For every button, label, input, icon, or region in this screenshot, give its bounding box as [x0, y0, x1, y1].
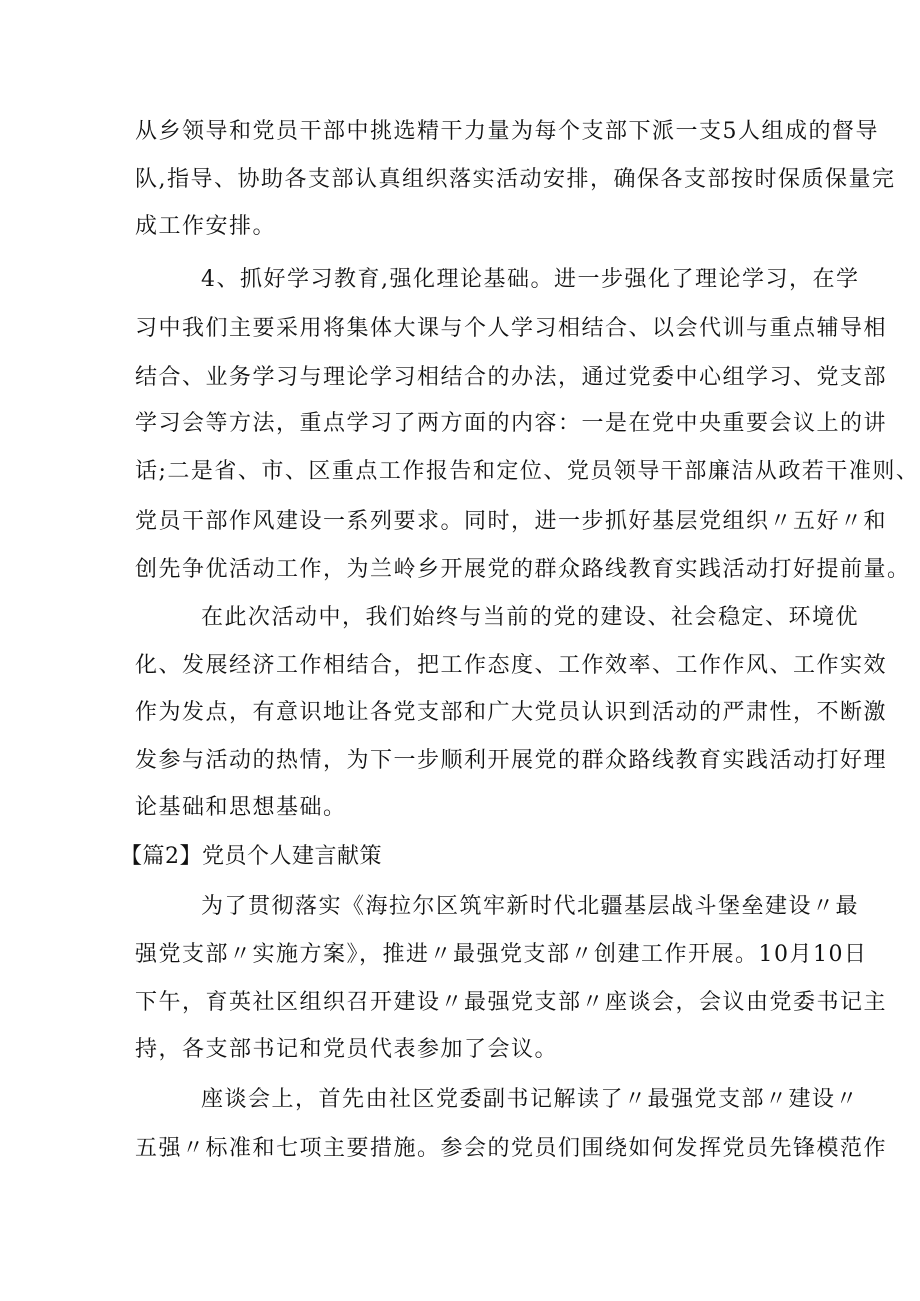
text-line: 化、发展经济工作相结合，把工作态度、工作效率、工作作风、工作实效	[135, 653, 888, 678]
text-line: 创先争优活动工作，为兰岭乡开展党的群众路线教育实践活动打好提前量。	[135, 557, 911, 582]
text-line: 成工作安排。	[135, 214, 277, 239]
text-line: 为了贯彻落实《海拉尔区筑牢新时代北疆基层战斗堡垒建设〃最	[201, 894, 860, 919]
section-heading: 【篇2】党员个人建言献策	[120, 844, 382, 869]
text-line: 作为发点，有意识地让各党支部和广大党员认识到活动的严肃性，不断激	[135, 700, 888, 725]
text-line: 话;二是省、市、区重点工作报告和定位、党员领导干部廉洁从政若干准则、	[135, 459, 920, 484]
text-line: 下午，育英社区组织召开建设〃最强党支部〃座谈会，会议由党委书记主	[135, 990, 888, 1015]
text-line: 发参与活动的热情，为下一步顺利开展党的群众路线教育实践活动打好理	[135, 748, 888, 773]
text-line: 队,指导、协助各支部认真组织落实活动安排，确保各支部按时保质保量完	[135, 167, 896, 192]
text-line: 结合、业务学习与理论学习相结合的办法，通过党委中心组学习、党支部	[135, 365, 888, 390]
text-line: 在此次活动中，我们始终与当前的党的建设、社会稳定、环境优	[201, 605, 860, 630]
text-line: 4、抓好学习教育,强化理论基础。进一步强化了理论学习，在学	[201, 267, 860, 292]
text-line: 党员干部作风建设一系列要求。同时，进一步抓好基层党组织〃五好〃和	[135, 509, 888, 534]
text-line: 习中我们主要采用将集体大课与个人学习相结合、以会代训与重点辅导相	[135, 316, 888, 341]
text-line: 论基础和思想基础。	[135, 795, 347, 820]
text-line: 学习会等方法，重点学习了两方面的内容：一是在党中央重要会议上的讲	[135, 411, 888, 436]
text-line: 持，各支部书记和党员代表参加了会议。	[135, 1037, 559, 1062]
text-line: 强党支部〃实施方案》，推进〃最强党支部〃创建工作开展。10月10日	[135, 942, 868, 967]
text-line: 五强〃标准和七项主要措施。参会的党员们围绕如何发挥党员先锋模范作	[135, 1136, 888, 1161]
text-line: 从乡领导和党员干部中挑选精干力量为每个支部下派一支5人组成的督导	[135, 119, 879, 144]
text-line: 座谈会上，首先由社区党委副书记解读了〃最强党支部〃建设〃	[201, 1087, 860, 1112]
